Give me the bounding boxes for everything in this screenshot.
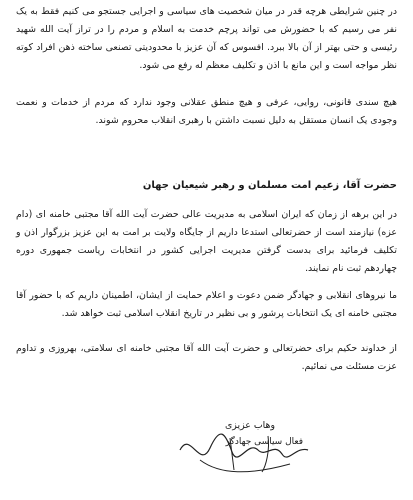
prayer-paragraph: از خداوند حکیم برای حضرتعالی و حضرت آیت الله آقا مجتبی خامنه ای سلامتی، بهروزی و تداوم عزت مسئلت می نمائیم. [16,343,397,372]
intro-paragraph: در چنین شرایطی هرچه قدر در میان شخصیت های سیاسی و اجرایی جستجو می کنیم فقط به یک نفر می رسیم که با حضورش می تواند پرچم خدمت به اسلام و مردم را در تراز آیت الله شهید رئیسی و حتی بهتر از آن بالا ببرد. افسوس که آن عزیز با محدودیتی تصنعی ساخته ذهن افراد کوته نظر مواجه است و این مانع با اذن و تکلیف معظم له رفع می شود. [16,6,397,71]
pledge-paragraph: ما نیروهای انقلابی و جهادگر ضمن دعوت و اعلام حمایت از ایشان، اطمینان داریم که با حضور آقا مجتبی خامنه ای یک انتخابات پرشور و بی نظیر در تاریخ انقلاب اسلامی ثبت خواهد شد. [16,290,397,319]
handwritten-signature [170,420,320,480]
sender-title: فعال سیاسی جهادگر [225,437,303,447]
closing-name: وهاب عزیزی [224,420,275,431]
legal-note-paragraph: هیچ سندی قانونی، روایی، عرفی و هیچ منطق عقلانی وجود ندارد که مردم از خدمات و نعمت وجودی یک انسان مستقل به دلیل نسبت داشتن با رهبری انقلاب محروم شوند. [16,97,397,126]
address-heading: حضرت آقا، زعیم امت مسلمان و رهبر شیعیان جهان [142,180,397,191]
request-paragraph: در این برهه از زمان که ایران اسلامی به مدیریت عالی حضرت آیت الله آقا مجتبی خامنه ای (دام عزه) نیازمند است از حضرتعالی استدعا داریم از جایگاه ولایت بر امت به این عزیز بزرگوار اذن و تکلیف فرمائید برای بدست گرفتن مدیریت اجرایی کشور در انتخابات ریاست جمهوری دوره چهاردهم ثبت نام نمایند. [16,209,397,274]
